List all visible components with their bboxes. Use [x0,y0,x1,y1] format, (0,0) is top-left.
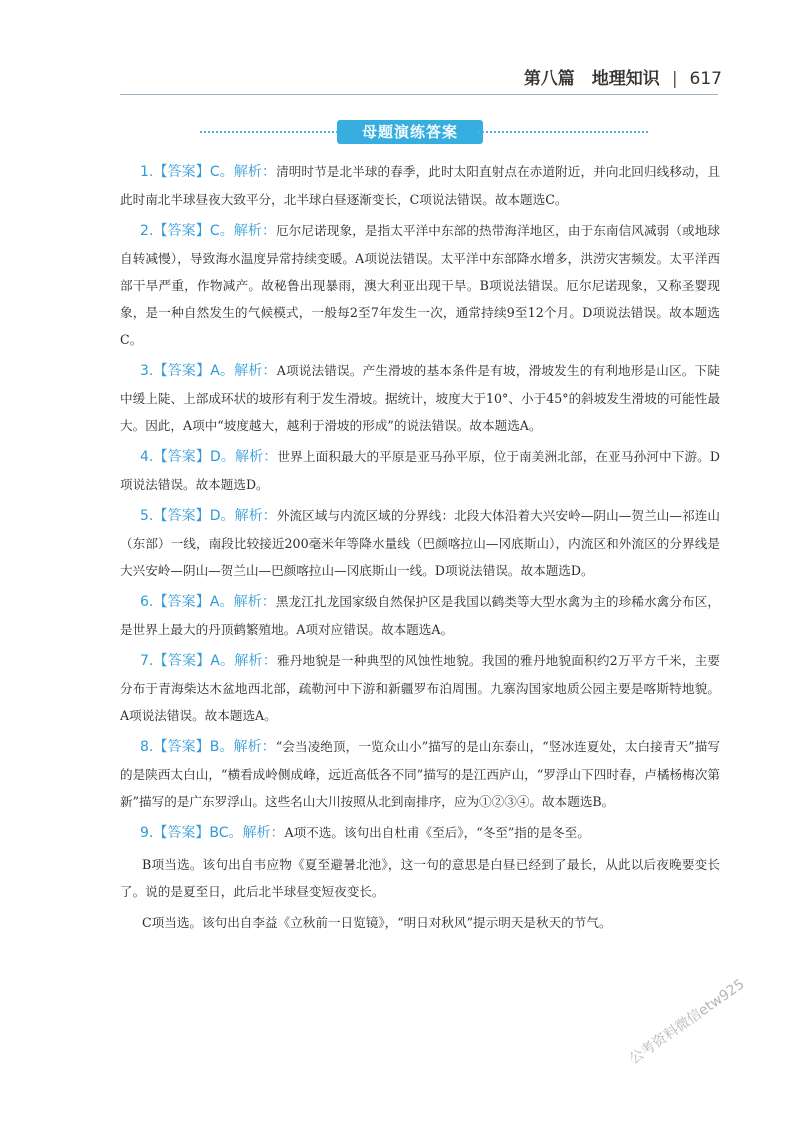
answer-text: 外流区域与内流区域的分界线：北段大体沿着大兴安岭—阴山—贺兰山—祁连山（东部）一线，南段比较接近200毫米年等降水量线（巴颜喀拉山—冈底斯山），内流区和外流区的分界线是大兴安岭—阴山—贺兰山—巴颜喀拉山—冈底斯山一线。D项说法错误。故本题选D。 [120,508,721,578]
answer-text: A项说法错误。产生滑坡的基本条件是有坡，滑坡发生的有利地形是山区。下陡中缓上陡、上部成环状的坡形有利于发生滑坡。据统计，坡度大于10°、小于45°的斜坡发生滑坡的可能性最大。因此，A项中“坡度越大，越利于滑坡的形成”的说法错误。故本题选A。 [120,363,720,433]
answer-continuation: C项当选。该句出自李益《立秋前一日览镜》，“明日对秋风”提示明天是秋天的节气。 [142,915,612,930]
answer-label: 1.【答案】C。解析： [140,164,277,180]
answer-item [120,588,720,643]
answer-item [120,158,720,213]
answer-item [120,733,720,815]
answer-list [120,158,720,940]
answer-label: 7.【答案】A。解析： [140,653,277,669]
answer-label: 2.【答案】C。解析： [140,223,277,239]
answer-text: 厄尔尼诺现象，是指太平洋中东部的热带海洋地区，由于东南信风减弱（或地球自转减慢），导致海水温度异常持续变暖。A项说法错误。太平洋中东部降水增多，洪涝灾害频发。太平洋西部干旱严重，作物减产。故秘鲁出现暴雨，澳大利亚出现干旱。B项说法错误。厄尔尼诺现象，又称圣婴现象，是一种自然发生的气候模式，一般每2至7年发生一次，通常持续9至12个月。D项说法错误。故本题选C。 [120,223,720,347]
answer-text: 世界上面积最大的平原是亚马孙平原，位于南美洲北部，在亚马孙河中下游。D项说法错误。故本题选D。 [120,449,720,492]
page-number: 617 [689,69,722,89]
answer-label: 8.【答案】B。解析： [140,739,276,755]
answer-item [120,819,720,847]
header-rule [120,94,718,95]
answer-label: 5.【答案】D。解析： [140,508,277,524]
answer-text: 黑龙江扎龙国家级自然保护区是我国以鹤类等大型水禽为主的珍稀水禽分布区，是世界上最大的丹顶鹤繁殖地。A项对应错误。故本题选A。 [120,594,721,637]
answer-item [120,217,720,353]
header-separator: | [671,69,678,89]
answer-label: 9.【答案】BC。解析： [140,825,285,841]
answer-label: 4.【答案】D。解析： [140,449,278,465]
chapter-title: 第八篇 地理知识 [523,69,660,89]
answer-item [120,502,720,584]
answer-text: A项不选。该句出自杜甫《至后》，“冬至”指的是冬至。 [284,825,590,840]
answer-continuation: B项当选。该句出自韦应物《夏至避暑北池》，这一句的意思是白昼已经到了最长，从此以后夜晚要变长了。说的是夏至日，此后北半球昼变短夜变长。 [120,857,720,899]
answer-item [120,647,720,729]
section-title: 母题演练答案 [337,120,483,144]
section-banner [120,120,718,144]
answer-label: 6.【答案】A。解析： [140,594,276,610]
answer-label: 3.【答案】A。解析： [140,363,277,379]
watermark-text: 公考资料微信etw925 [626,976,748,1068]
answer-text: 清明时节是北半球的春季，此时太阳直射点在赤道附近，并向北回归线移动，且此时南北半球昼夜大致平分，北半球白昼逐渐变长，C项说法错误。故本题选C。 [120,164,720,207]
answer-item [120,357,720,439]
answer-text: 雅丹地貌是一种典型的风蚀性地貌。我国的雅丹地貌面积约2万平方千米，主要分布于青海柴达木盆地西北部，疏勒河中下游和新疆罗布泊周围。九寨沟国家地质公园主要是喀斯特地貌。A项说法错误。故本题选A。 [120,653,720,723]
page-header [524,64,722,89]
answer-text: “会当凌绝顶，一览众山小”描写的是山东泰山，“竖冰连夏处，太白接青天”描写的是陕西太白山，“横看成岭侧成峰，远近高低各不同”描写的是江西庐山，“罗浮山下四时春，卢橘杨梅次第新”描写的是广东罗浮山。这些名山大川按照从北到南排序，应为①②③④。故本题选B。 [120,739,720,809]
answer-item [120,443,720,498]
banner-dots-right [478,131,648,135]
